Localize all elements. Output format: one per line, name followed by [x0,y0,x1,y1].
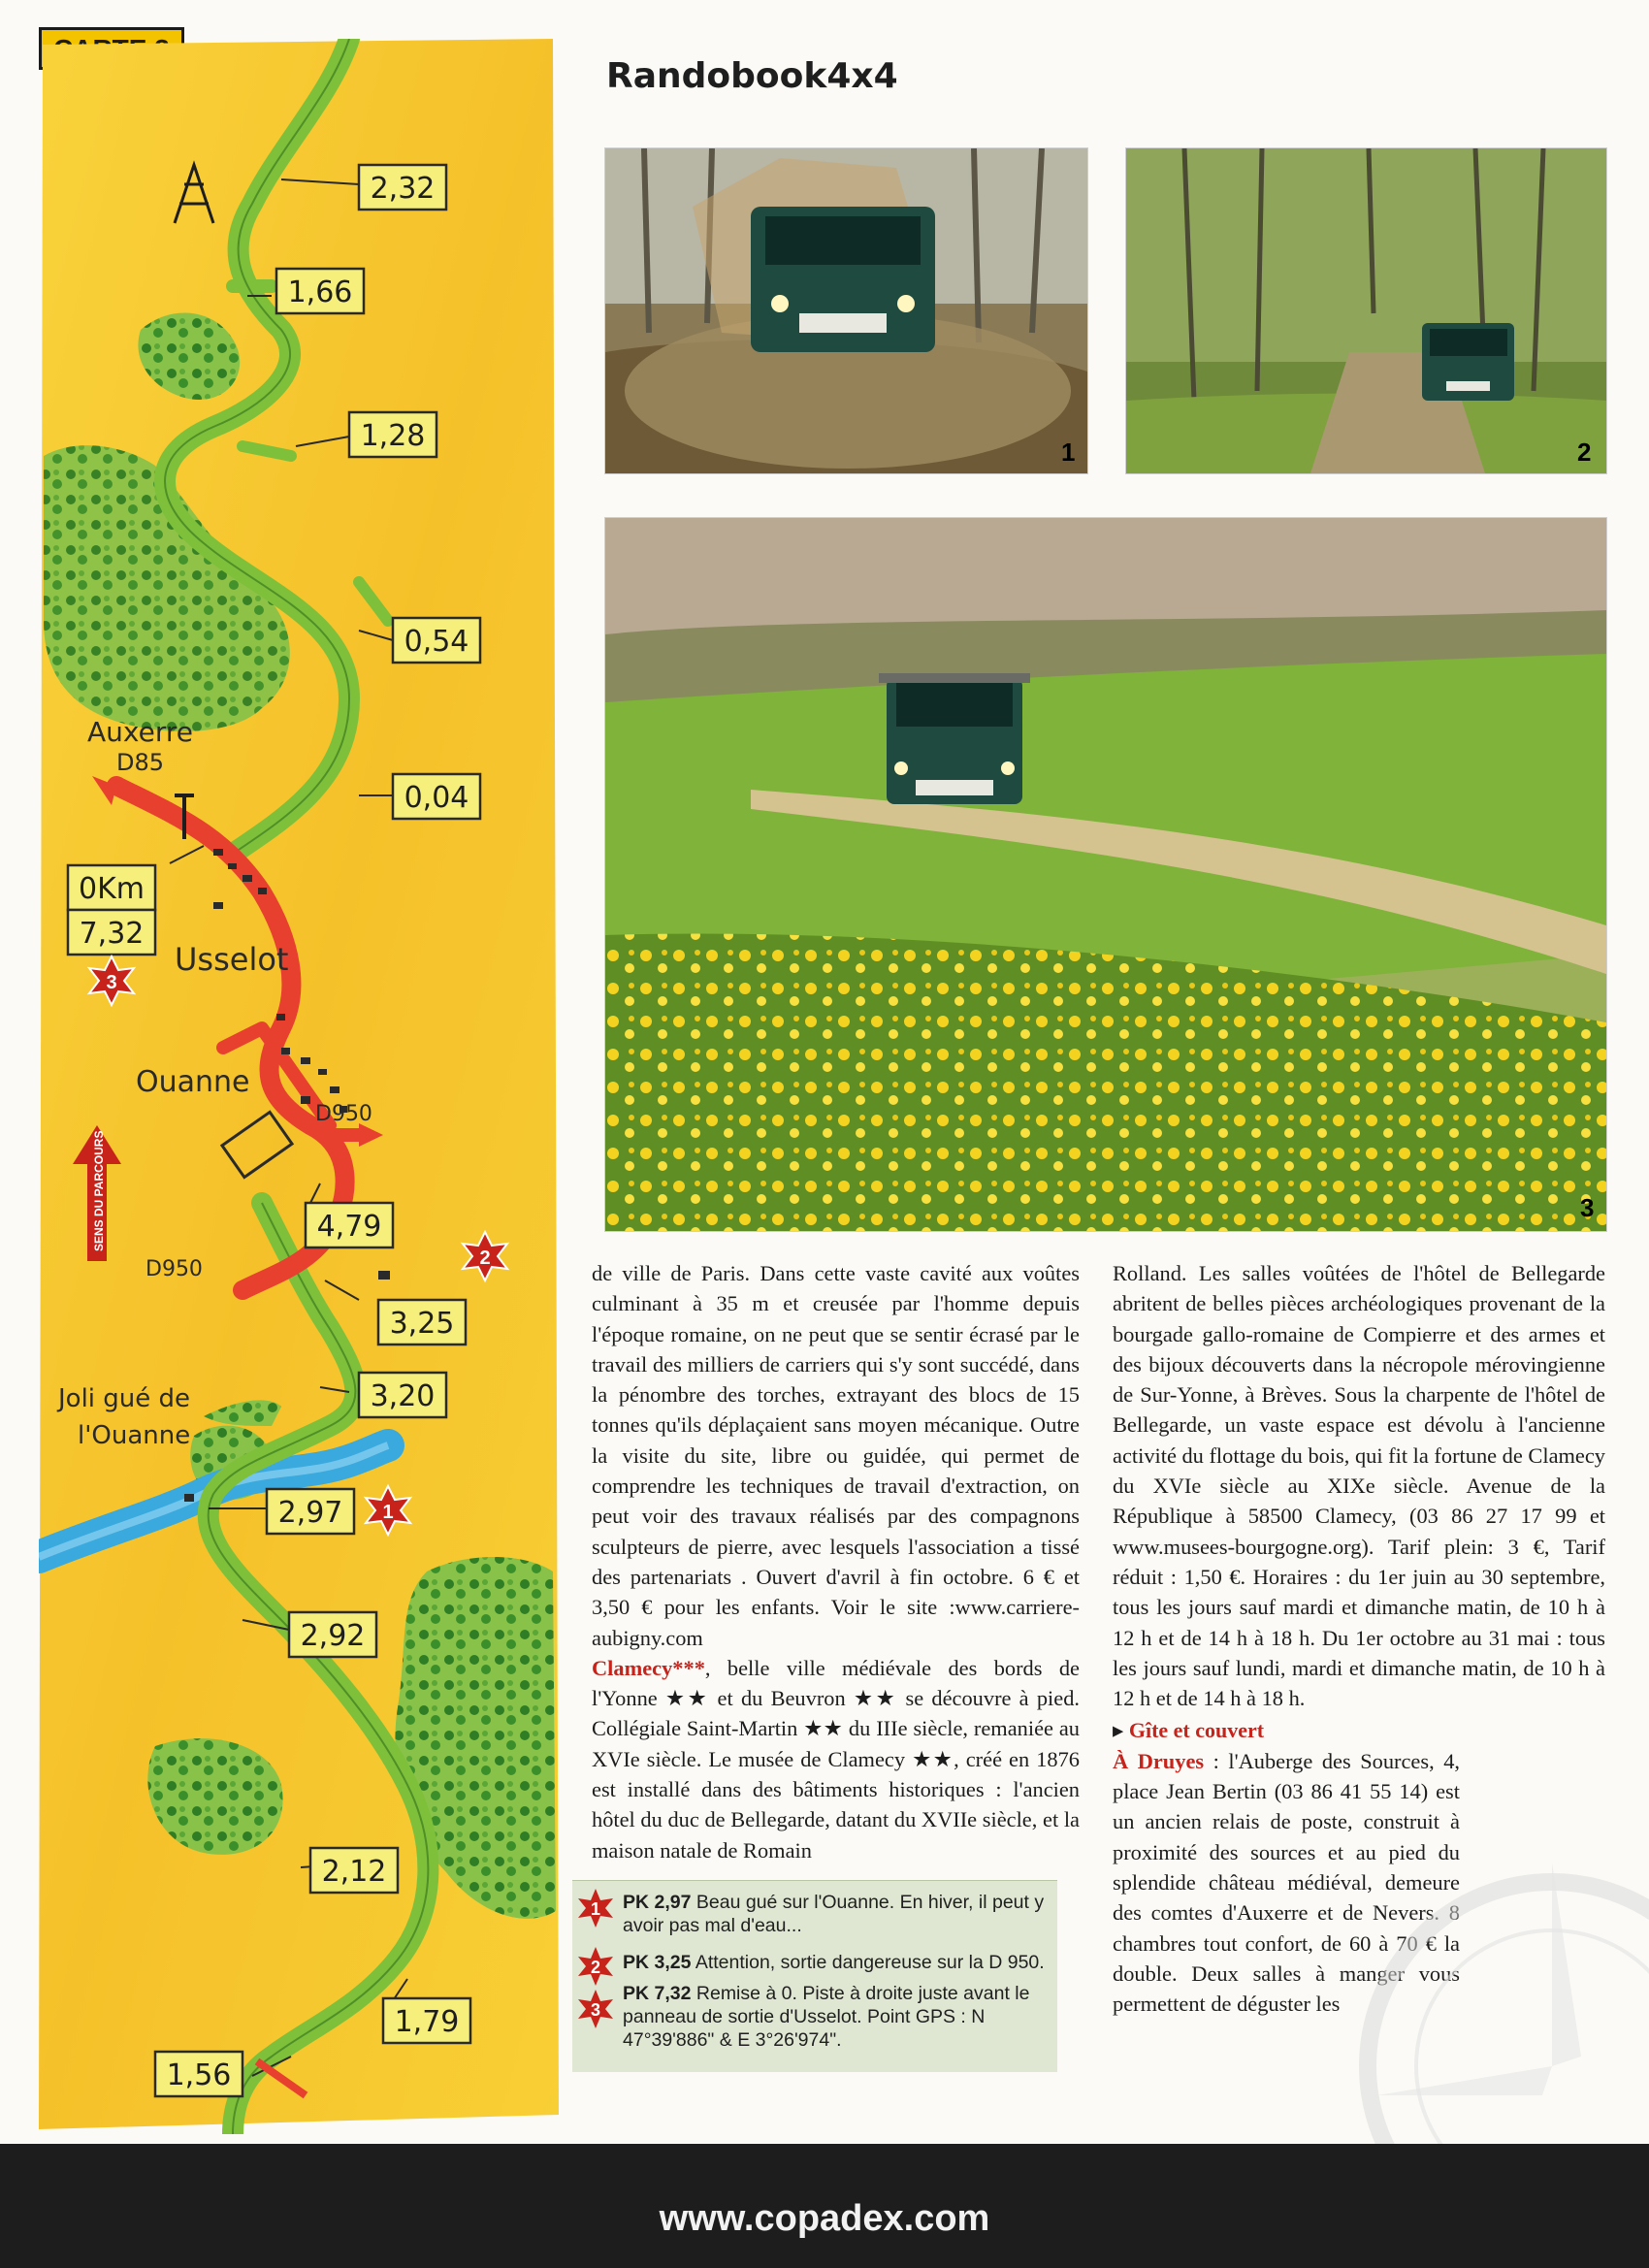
article-col2-text-2: : l'Auberge des Sources, 4, place Jean Bertin (03 86 41 55 14) est un ancien relais de poste, construit à proximité des sources et au pied du splendide château médiéval, demeure des comtes d'Auxerre et de Nevers. 8 chambres tout confort, de 60 à 70 € la double. Deux salles à manger vous permettent de déguster les [1113,1748,1460,2017]
km-label: 2,97 [277,1496,343,1530]
place-ouanne: Ouanne [136,1065,250,1099]
photo-2 [1125,147,1607,474]
km-label: 2,32 [370,172,436,206]
photo-1 [604,147,1088,474]
svg-text:2: 2 [590,1958,601,1977]
pk-note-3: PK 7,32 Remise à 0. Piste à droite juste avant le panneau de sortie d'Usselot. Point GPS : N 47°39'886" & E 3°26'974". [623,1983,1030,2051]
km-label: 7,32 [79,917,145,951]
km-label: 1,66 [287,275,353,309]
ford-label-line2: l'Ouanne [78,1421,191,1450]
footer-url[interactable]: www.copadex.com [659,2198,990,2239]
article-col2-text-1: Rolland. Les salles voûtées de l'hôtel de Bellegarde abritent de belles pièces archéologiques provenant de la bourgade gallo-romaine de Compierre et des armes et des bijoux découverts dans la nécropole mérovingienne de Sur-Yonne, à Brèves. Sous la charpente de l'hôtel de Bellegarde, un vaste espace est dévolu à l'ancienne activité du flottage du bois, qui fit la fortune de Clamecy du XVIe siècle au XIXe siècle. Avenue de la République à 58500 Clamecy, (03 86 27 17 99 et www.musees-bourgogne.org). Tarif plein: 3 €, Tarif réduit : 1,50 €. Horaires : du 1er juin au 30 septembre, tous les jours sauf mardi et dimanche matin, de 10 h à 12 h et de 14 h à 18 h. Du 1er octobre au 31 mai : tous les jours sauf lundi, mardi et dimanche matin, de 10 h à 12 h et de 14 h à 18 h. [1113,1261,1605,1711]
article-column-1 [592,1258,1080,1865]
svg-text:2: 2 [479,1247,491,1269]
article-col1-text-1: de ville de Paris. Dans cette vaste cavité aux voûtes culminant à 35 m et creusée par l'homme depuis l'époque romaine, on ne peut que se sentir écrasé par le travail des milliers de carriers qui s'y sont succédé, dans la pénombre des torches, extrayant des blocs de 15 tonnes qu'ils déplaçaient sans moyen mécanique. Outre la visite du site, libre ou guidée, qui permet de comprendre les techniques de travail d'extraction, on peut voir des travaux réalisés par des compagnons sculpteurs de pierre, avec lesquels l'association a tissé des partenariats . Ouvert d'avril à fin octobre. 6 € et 3,50 € pour les enfants. Voir le site :www.carriere-aubigny.com [592,1261,1080,1650]
km-label: 2,92 [300,1619,366,1653]
article-col1-text-2: , belle ville médiévale des bords de l'Yonne ★★ et du Beuvron ★★ se découvre à pied. Collégiale Saint-Martin ★★ du IIIe siècle, remaniée au XVIe siècle. Le musée de Clamecy ★★, créé en 1876 est installé dans des bâtiments historiques : l'ancien hôtel du duc de Bellegarde, datant du XVIIe siècle, et la maison natale de Romain [592,1655,1080,1863]
road-d950-west: D950 [146,1257,203,1281]
gite-heading: Gîte et couvert [1128,1718,1265,1743]
clamecy-heading: Clamecy*** [592,1655,705,1680]
pk-notes-box [572,1880,1057,2072]
road-d950-east: D950 [315,1102,372,1126]
place-auxerre: Auxerre [87,716,193,748]
marker-1-icon [576,1889,615,1928]
km-label: 1,28 [360,419,426,453]
marker-3-icon [576,1990,615,2028]
photo-number: 1 [1061,437,1076,467]
svg-text:1: 1 [590,1899,601,1919]
svg-text:1: 1 [382,1502,394,1523]
photo-number: 3 [1580,1193,1595,1222]
pk-note-2: PK 3,25 Attention, sortie dangereuse sur la D 950. [623,1952,1045,1973]
km-label: 2,12 [321,1855,387,1889]
svg-text:3: 3 [106,972,117,993]
km-label: 0,04 [404,781,469,815]
road-d85: D85 [116,749,165,776]
km-label: 0Km [79,872,145,906]
pk-note-1: PK 2,97 Beau gué sur l'Ouanne. En hiver, il peut y avoir pas mal d'eau... [623,1892,1045,1936]
ford-label-line1: Joli gué de [58,1384,191,1413]
km-label: 4,79 [316,1210,382,1244]
marker-2-icon [576,1947,615,1986]
article-column-2: Rolland. Les salles voûtées de l'hôtel de Bellegarde abritent de belles pièces archéologiques provenant de la bourgade gallo-romaine de Compierre et des armes et des bijoux découverts dans la nécropole mérovingienne de Sur-Yonne, à Brèves. Sous la charpente de l'hôtel de Bellegarde, un vaste espace est dévolu à l'ancienne activité du flottage du bois, qui fit la fortune de Clamecy du XVIe siècle au XIXe siècle. Avenue de la République à 58500 Clamecy, (03 86 27 17 99 et www.musees-bourgogne.org). Tarif plein: 3 €, Tarif réduit : 1,50 €. Horaires : du 1er juin au 30 septembre, tous les jours sauf mardi et dimanche matin, de 10 h à 12 h et de 14 h à 18 h. Du 1er octobre au 31 mai : tous les jours sauf lundi, mardi et dimanche matin, de 10 h à 12 h et de 14 h à 18 h. ▸ Gîte et couvert À Druyes : l'Auberge des Sources, 4, place Jean Bertin (03 86 41 55 14) est un ancien relais de poste, construit à proximité des sources et au pied du splendide château médiéval, demeure des comtes d'Auxerre et de Nevers. 8 chambres tout confort, de 60 à 70 € la double. Deux salles à manger vous permettent de déguster les [1113,1258,1605,2019]
place-usselot: Usselot [175,941,289,978]
photo-number: 2 [1577,437,1592,467]
svg-text:3: 3 [590,2000,601,2020]
km-label: 1,56 [166,2058,232,2092]
druyes-heading: À Druyes [1113,1748,1205,1773]
km-label: 1,79 [394,2005,460,2039]
km-label: 0,54 [404,625,469,659]
km-label: 3,20 [370,1379,436,1413]
km-label: 3,25 [389,1307,455,1341]
photo-3 [604,517,1607,1232]
route-map [39,39,563,2134]
direction-label: SENS DU PARCOURS [92,1130,106,1251]
page-title: Randobook4x4 [606,56,898,96]
